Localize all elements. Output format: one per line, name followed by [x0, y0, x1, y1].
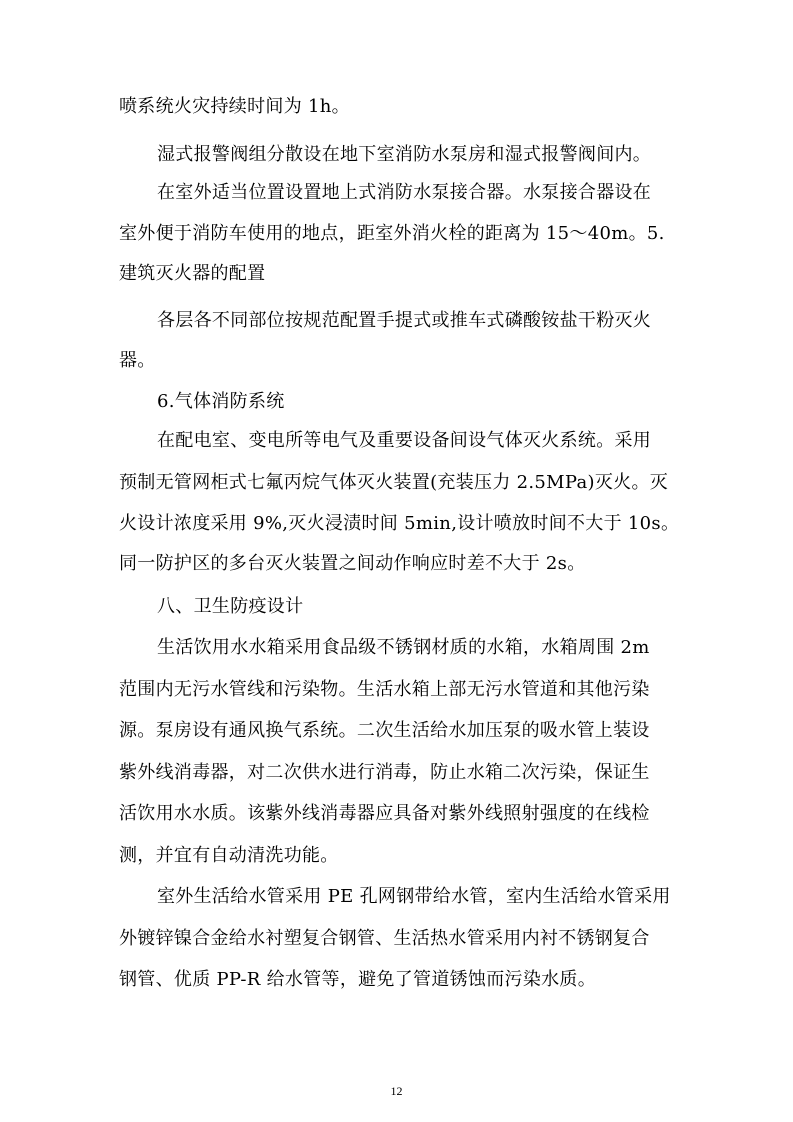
- page-number: 12: [390, 1084, 403, 1098]
- text-line: 火设计浓度采用 9%,灭火浸渍时间 5min,设计喷放时间不大于 10s。: [119, 513, 680, 534]
- text-line: 在室外适当位置设置地上式消防水泵接合器。水泵接合器设在: [157, 182, 652, 203]
- text-line: 室外生活给水管采用 PE 孔网钢带给水管，室内生活给水管采用: [157, 886, 671, 907]
- text-line: 活饮用水水质。该紫外线消毒器应具备对紫外线照射强度的在线检: [119, 803, 650, 824]
- text-line: 生活饮用水水箱采用食品级不锈钢材质的水箱，水箱周围 2m: [157, 637, 650, 658]
- text-line: 外镀锌镍合金给水衬塑复合钢管、生活热水管采用内衬不锈钢复合: [119, 928, 650, 949]
- text-line: 同一防护区的多台灭火装置之间动作响应时差不大于 2s。: [119, 553, 586, 574]
- text-line: 喷系统火灾持续时间为 1h。: [119, 96, 350, 117]
- text-line: 器。: [119, 350, 156, 371]
- text-line: 范围内无污水管线和污染物。生活水箱上部无污水管道和其他污染: [119, 679, 650, 700]
- section-heading: 八、卫生防疫设计: [157, 596, 304, 617]
- text-line: 紫外线消毒器，对二次供水进行消毒，防止水箱二次污染，保证生: [119, 762, 650, 783]
- text-line: 建筑灭火器的配置: [119, 263, 266, 284]
- text-line: 源。泵房设有通风换气系统。二次生活给水加压泵的吸水管上装设: [119, 720, 650, 741]
- text-line: 室外便于消防车使用的地点，距室外消火栓的距离为 15～40m。5.: [119, 223, 665, 244]
- text-line: 测，并宜有自动清洗功能。: [119, 845, 339, 866]
- text-line: 在配电室、变电所等电气及重要设备间设气体灭火系统。采用: [157, 430, 652, 451]
- text-line: 钢管、优质 PP-R 给水管等，避免了管道锈蚀而污染水质。: [119, 969, 597, 990]
- text-line: 预制无管网柜式七氟丙烷气体灭火装置(充装压力 2.5MPa)灭火。灭: [119, 472, 669, 493]
- section-heading: 6.气体消防系统: [157, 391, 285, 412]
- text-line: 各层各不同部位按规范配置手提式或推车式磷酸铵盐干粉灭火: [157, 310, 652, 331]
- text-line: 湿式报警阀组分散设在地下室消防水泵房和湿式报警阀间内。: [157, 144, 652, 165]
